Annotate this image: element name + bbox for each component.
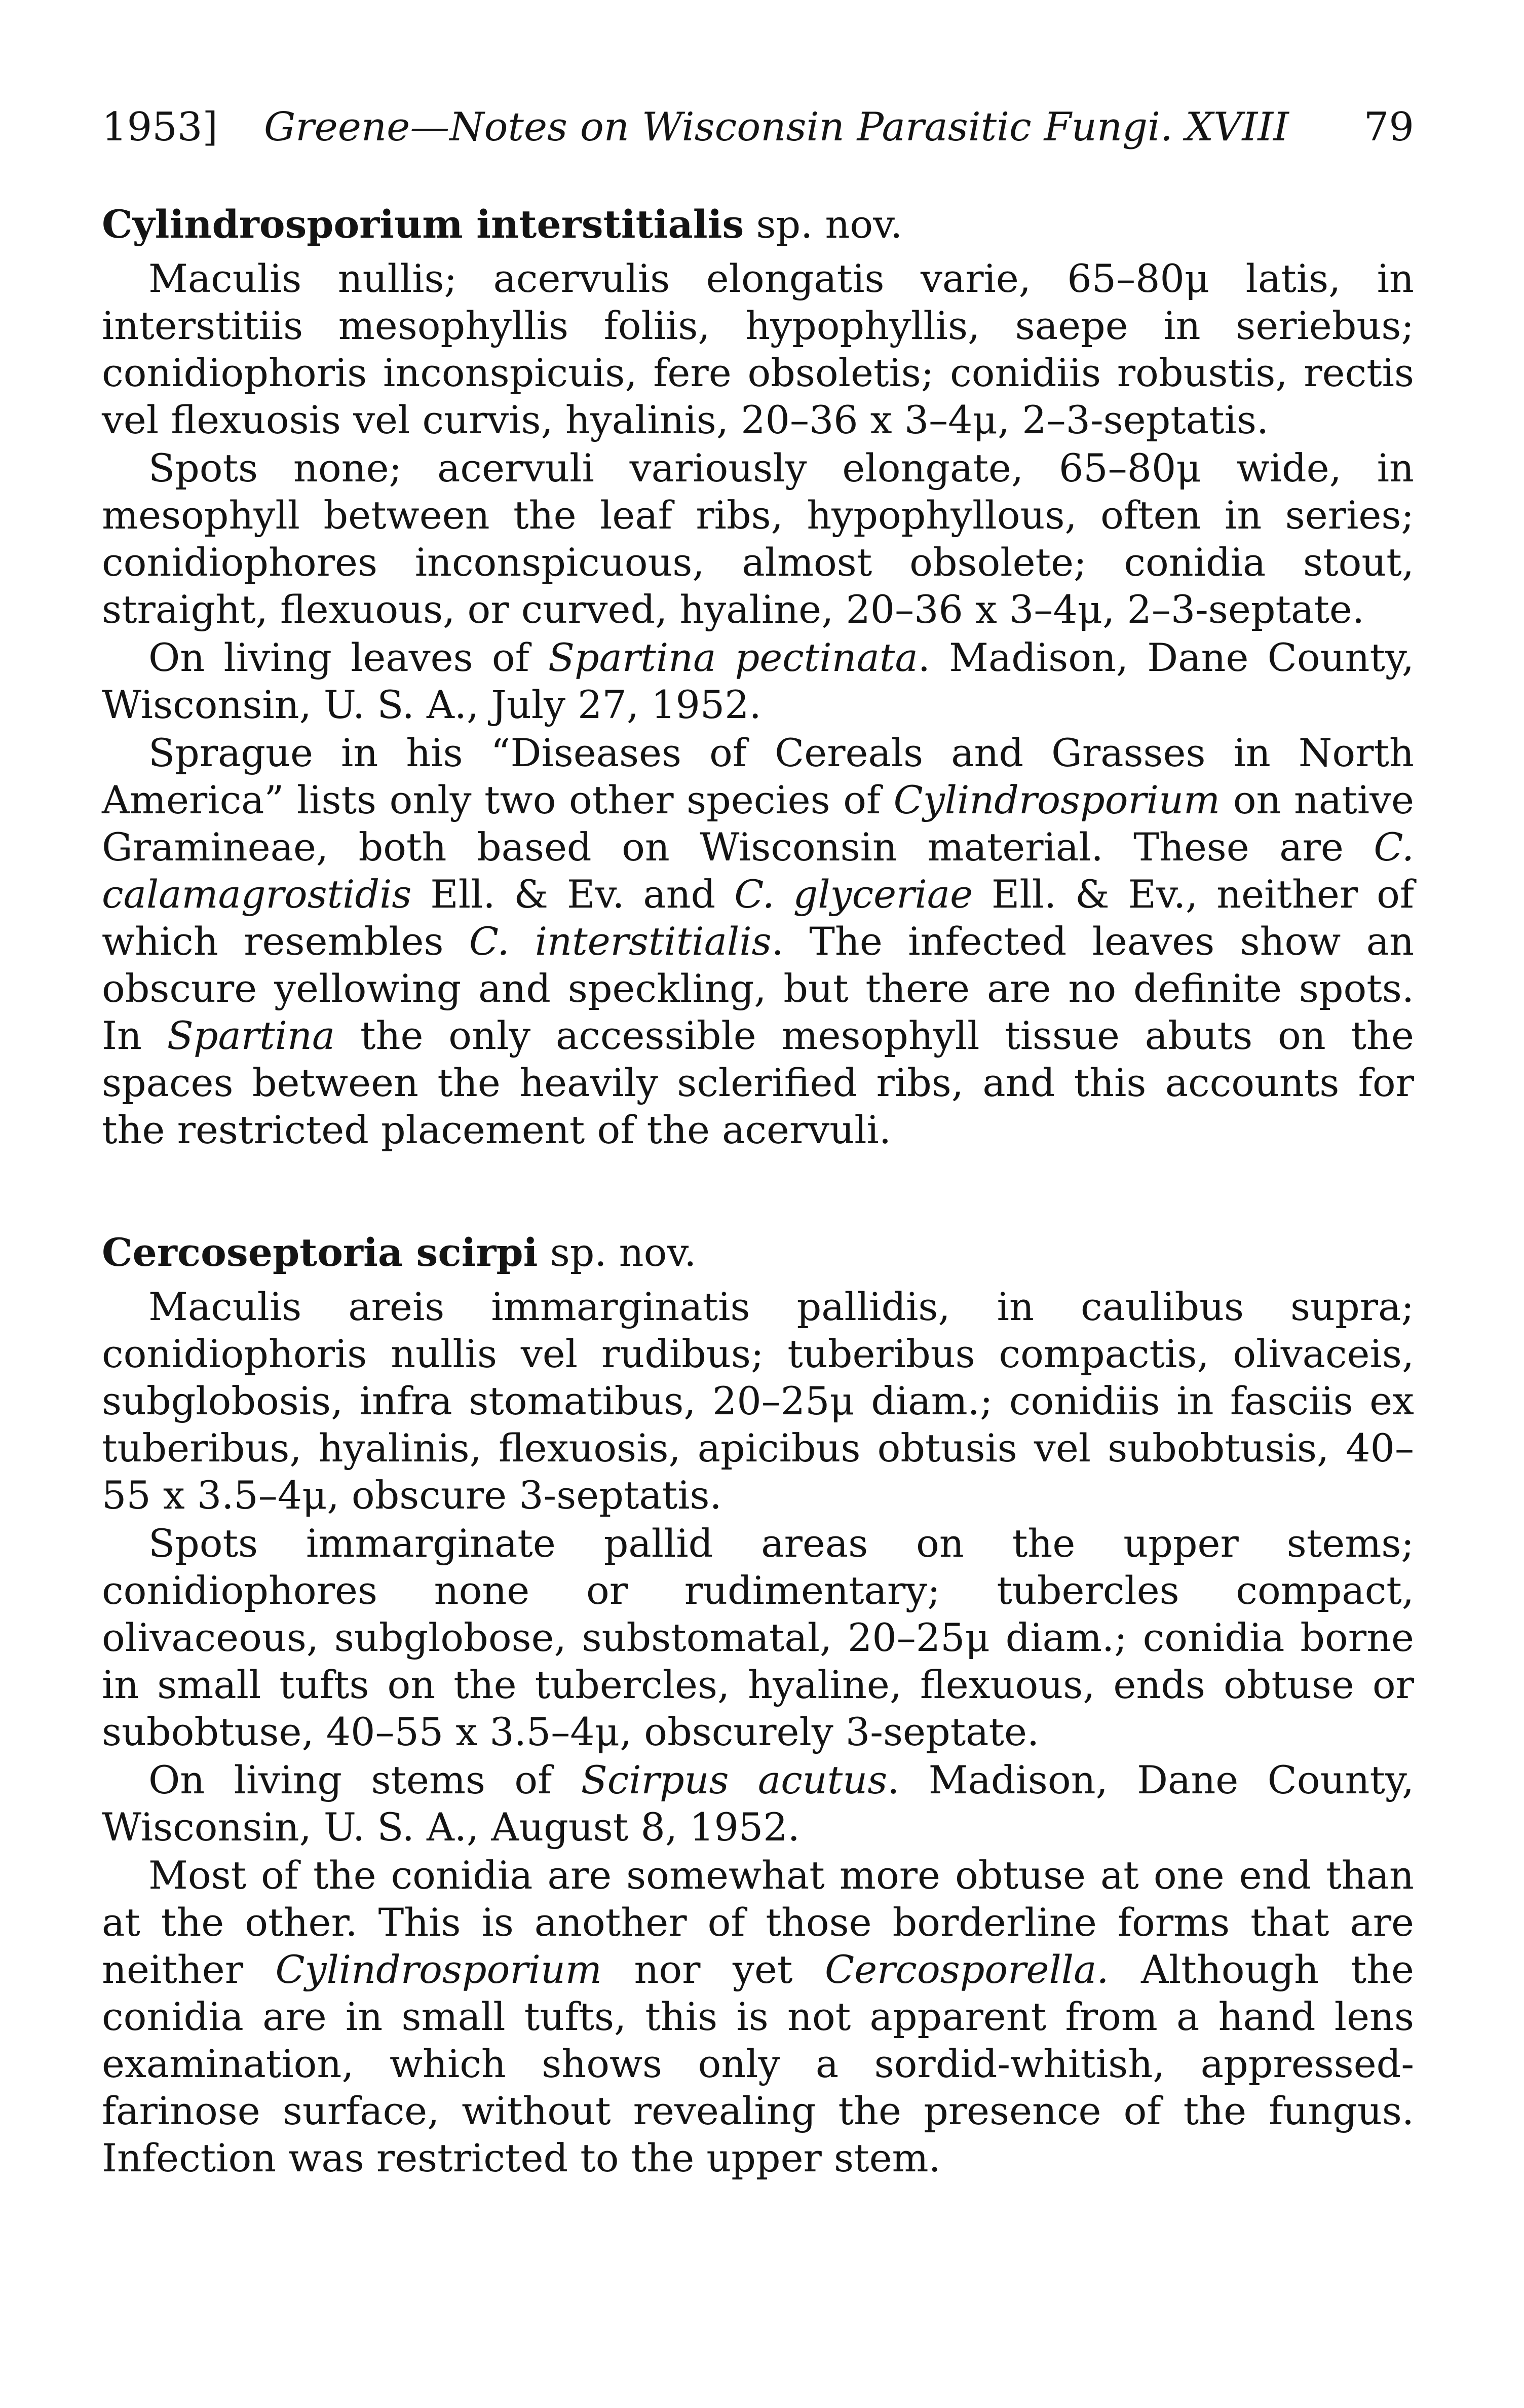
latin-diagnosis: Maculis areis immarginatis pallidis, in caulibus supra; conidiophoris nullis vel rudibus; tuberibus compactis, olivaceis, subglobosis, infra stomatibus, 20–25μ diam.; conidiis in fasciis ex tuberibus, hyalinis, flexuosis, apicibus obtusis vel subobtusis, 40–55 x 3.5–4μ, obscure 3-septatis.: [102, 1284, 1414, 1518]
locality-text: . Madison, Dane County, Wisconsin, U. S. A., August 8, 1952.: [102, 1757, 1414, 1850]
species-heading: [102, 201, 1414, 248]
discussion-text: the only accessible mesophyll tissue abuts on the spaces between the heavily sclerified ribs, and this accounts for the restricted placement of the acervuli.: [102, 1013, 1414, 1152]
taxon-name: Cylindrosporium: [275, 1947, 602, 1992]
taxon-name: Cylindrosporium: [893, 777, 1221, 822]
locality-text: On living stems of: [148, 1757, 581, 1802]
type-locality: [102, 634, 1414, 728]
english-description: Spots immarginate pallid areas on the upper stems; conidiophores none or rudimentary; tubercles compact, olivaceous, subglobose, substomatal, 20–25μ diam.; conidia borne in small tufts on the tubercles, hyaline, flexuous, ends obtuse or subobtuse, 40–55 x 3.5–4μ, obscurely 3-septate.: [102, 1521, 1414, 1754]
taxon-name: C. calamagrostidis: [102, 824, 1414, 917]
taxon-name: C. glyceriae: [734, 872, 973, 917]
page-number: 79: [1363, 104, 1414, 150]
taxon-name: Spartina: [167, 1013, 335, 1058]
species-name: Cylindrosporium interstitialis: [102, 202, 744, 247]
latin-diagnosis: Maculis nullis; acervulis elongatis varie, 65–80μ latis, in interstitiis mesophyllis foliis, hypophyllis, saepe in seriebus; conidiophoris inconspicuis, fere obsoletis; conidiis robustis, rectis vel flexuosis vel curvis, hyalinis, 20–36 x 3–4μ, 2–3-septatis.: [102, 256, 1414, 442]
host-name: Scirpus acutus: [581, 1757, 888, 1802]
locality-text: . Madison, Dane County, Wisconsin, U. S. A., July 27, 1952.: [102, 635, 1415, 727]
running-head: [102, 99, 1414, 155]
running-head-year: 1953]: [102, 104, 218, 150]
discussion-text: Ell. & Ev. and: [411, 872, 735, 917]
discussion-paragraph: [102, 1852, 1414, 2181]
discussion-text: on native Gramineae, both based on Wisconsin material. These are: [102, 777, 1414, 870]
host-name: Spartina pectinata: [548, 635, 918, 680]
discussion-paragraph: [102, 729, 1414, 1153]
discussion-text: . The infected leaves show an obscure yellowing and speckling, but there are no definite spots. In: [102, 919, 1415, 1058]
section-cercoseptoria: [102, 1229, 1414, 2181]
species-status: sp. nov.: [744, 202, 903, 247]
discussion-text: Ell. & Ev., neither of which resembles: [102, 872, 1414, 964]
species-status: sp. nov.: [538, 1230, 697, 1275]
discussion-text: Most of the conidia are somewhat more obtuse at one end than at the other. This is another of those borderline forms that are neither: [102, 1853, 1414, 1992]
species-name: Cercoseptoria scirpi: [102, 1230, 538, 1275]
discussion-text: Although the conidia are in small tufts, this is not apparent from a hand lens examination, which shows only a sordid-whitish, appressed-farinose surface, without revealing the presence of the fungus. Infection was restricted to the upper stem.: [102, 1947, 1414, 2180]
locality-text: On living leaves of: [148, 635, 548, 680]
running-head-title: Greene—Notes on Wisconsin Parasitic Fungi. XVIII: [264, 104, 1289, 150]
taxon-name: Cercosporella.: [824, 1947, 1109, 1992]
taxon-name: C. interstitialis: [469, 919, 772, 964]
discussion-text: Sprague in his “Diseases of Cereals and Grasses in North America” lists only two other species of: [102, 730, 1414, 822]
type-locality: [102, 1756, 1414, 1851]
species-heading: [102, 1229, 1414, 1276]
english-description: Spots none; acervuli variously elongate, 65–80μ wide, in mesophyll between the leaf ribs, hypophyllous, often in series; conidiophores inconspicuous, almost obsolete; conidia stout, straight, flexuous, or curved, hyaline, 20–36 x 3–4μ, 2–3-septate.: [102, 445, 1414, 632]
section-cylindrosporium: [102, 201, 1414, 1153]
discussion-text: nor yet: [601, 1947, 825, 1992]
